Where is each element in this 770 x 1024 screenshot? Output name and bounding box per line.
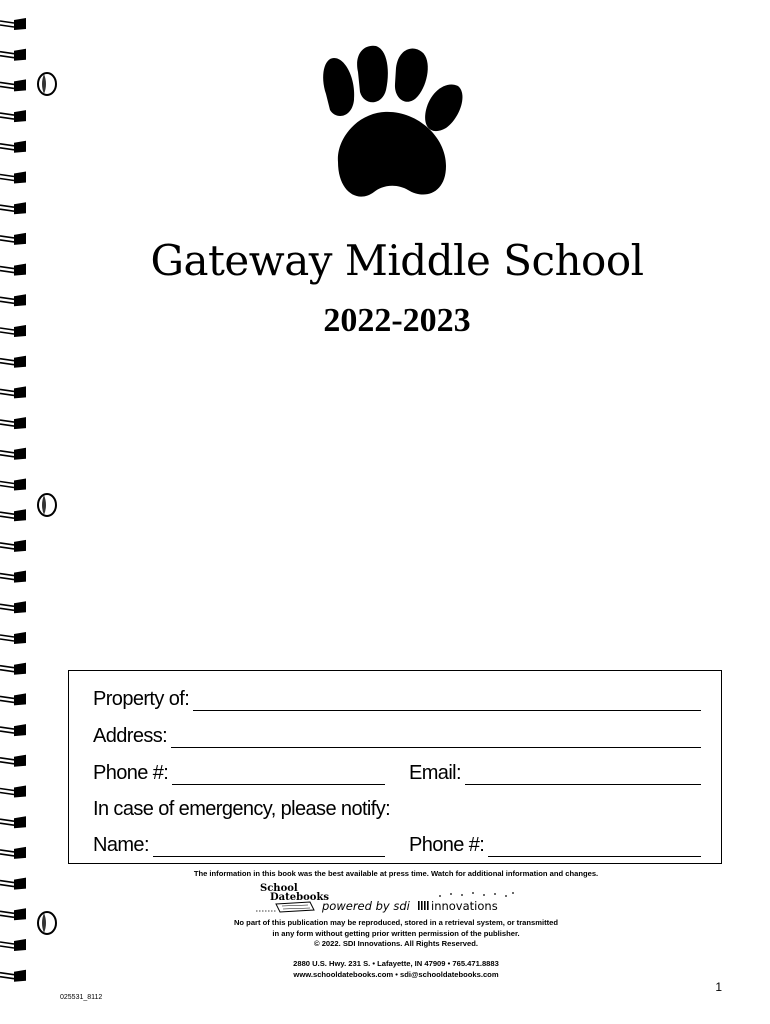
owner-info-form bbox=[68, 670, 722, 864]
paw-print-icon bbox=[318, 44, 466, 206]
spiral-coil bbox=[0, 172, 26, 184]
spiral-coil bbox=[0, 786, 26, 798]
page-number: 1 bbox=[715, 980, 722, 994]
logo-datebooks-text: Datebooks bbox=[270, 892, 330, 903]
emergency-phone-label: Phone #: bbox=[409, 834, 485, 856]
phone-label: Phone #: bbox=[93, 762, 169, 784]
punch-hole bbox=[38, 912, 56, 934]
email-label: Email: bbox=[409, 762, 461, 784]
copyright-line-3: © 2022. SDI Innovations. All Rights Reserved. bbox=[314, 939, 478, 948]
spiral-coil bbox=[0, 663, 26, 675]
publisher-address: 2880 U.S. Hwy. 231 S. • Lafayette, IN 47909 • 765.471.8883 bbox=[293, 959, 499, 968]
emergency-phone-field[interactable] bbox=[488, 836, 701, 857]
spiral-binding bbox=[0, 0, 70, 1024]
phone-group bbox=[93, 762, 385, 785]
name-group bbox=[93, 834, 385, 857]
logo-innovations-text: innovations bbox=[431, 899, 498, 913]
punch-hole bbox=[38, 494, 56, 516]
spiral-coil bbox=[0, 386, 26, 398]
property-of-row bbox=[93, 681, 701, 711]
spiral-coil bbox=[0, 417, 26, 429]
spiral-coil bbox=[0, 601, 26, 613]
school-datebooks-logo bbox=[256, 880, 536, 914]
name-field[interactable] bbox=[153, 836, 385, 857]
email-group bbox=[409, 762, 701, 785]
spiral-coil bbox=[0, 202, 26, 214]
spiral-coil bbox=[0, 939, 26, 951]
spiral-coil bbox=[0, 509, 26, 521]
logo-school-text: School bbox=[260, 883, 298, 894]
address-label: Address: bbox=[93, 725, 168, 747]
spiral-coil bbox=[0, 356, 26, 368]
spiral-coil bbox=[0, 970, 26, 982]
emergency-label: In case of emergency, please notify: bbox=[93, 798, 391, 820]
spiral-coil bbox=[0, 693, 26, 705]
spiral-coil bbox=[0, 571, 26, 583]
property-of-label: Property of: bbox=[93, 688, 190, 710]
emergency-contact-row bbox=[93, 827, 701, 857]
school-name: Gateway Middle School bbox=[150, 236, 644, 285]
emergency-row bbox=[93, 791, 701, 821]
phone-email-row bbox=[93, 755, 701, 785]
spiral-coil bbox=[0, 479, 26, 491]
spiral-coil bbox=[0, 847, 26, 859]
publisher-web: www.schooldatebooks.com • sdi@schooldatebooks.com bbox=[293, 970, 499, 979]
spiral-coil bbox=[0, 755, 26, 767]
school-year: 2022-2023 bbox=[323, 302, 471, 339]
punch-hole bbox=[38, 73, 56, 95]
emergency-phone-group bbox=[409, 834, 701, 857]
email-field[interactable] bbox=[465, 764, 701, 785]
spiral-coil bbox=[0, 908, 26, 920]
address-row bbox=[93, 718, 701, 748]
spiral-coil bbox=[0, 18, 26, 30]
spiral-coil bbox=[0, 448, 26, 460]
spiral-coil bbox=[0, 540, 26, 552]
spiral-coil bbox=[0, 141, 26, 153]
spiral-coil bbox=[0, 632, 26, 644]
copyright-line-2: in any form without getting prior written permission of the publisher. bbox=[272, 929, 520, 938]
product-code: 025531_8112 bbox=[60, 994, 103, 1001]
spiral-coil bbox=[0, 49, 26, 61]
logo-powered-text: powered by sdi bbox=[322, 899, 410, 913]
phone-field[interactable] bbox=[172, 764, 385, 785]
press-time-notice: The information in this book was the best available at press time. Watch for additional information and changes. bbox=[193, 869, 599, 878]
spiral-coil bbox=[0, 110, 26, 122]
spiral-coil bbox=[0, 724, 26, 736]
copyright-line-1: No part of this publication may be reproduced, stored in a retrieval system, or transmitted bbox=[233, 918, 559, 927]
spiral-coil bbox=[0, 878, 26, 890]
property-of-field[interactable] bbox=[193, 690, 701, 711]
address-field[interactable] bbox=[171, 727, 701, 748]
spiral-coil bbox=[0, 79, 26, 91]
name-label: Name: bbox=[93, 834, 149, 856]
spiral-coil bbox=[0, 816, 26, 828]
